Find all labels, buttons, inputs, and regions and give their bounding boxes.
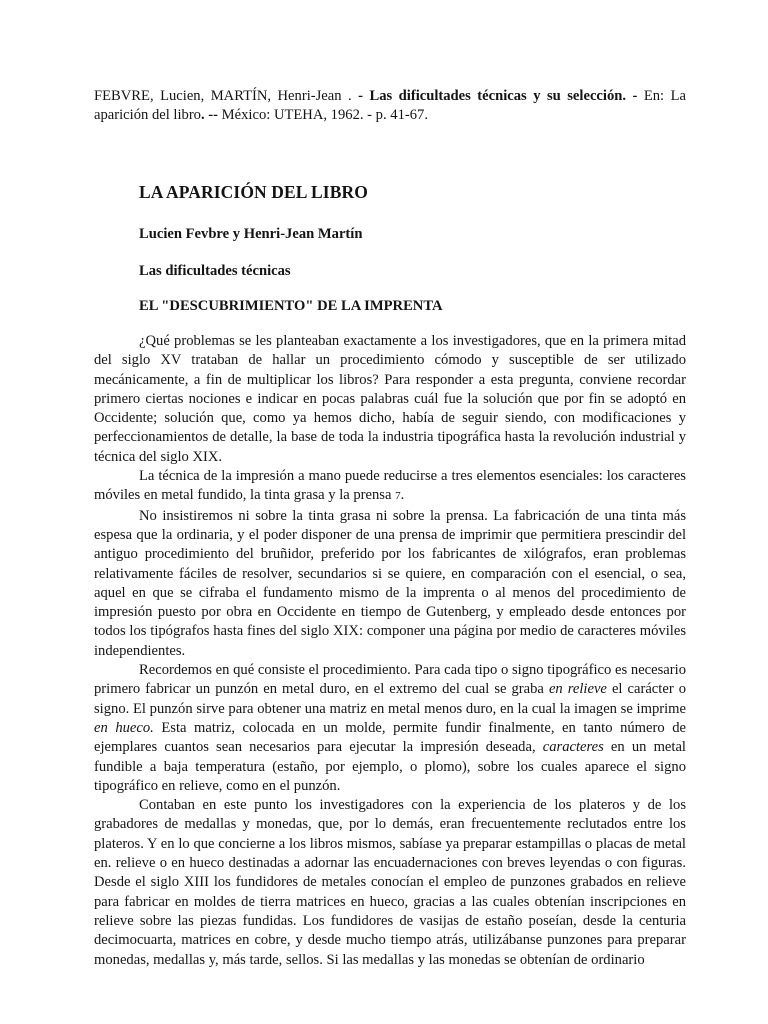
citation-separator: - bbox=[351, 88, 370, 104]
section-heading: Las dificultades técnicas bbox=[139, 263, 291, 279]
paragraph: No insistiremos ni sobre la tinta grasa ni sobre la prensa. La fabricación de una tinta más espesa que la ordinaria, y el poder disponer de una prensa de imprimir que permitiera prescindir del antiguo procedimiento del bruñidor, preferido por los fabricantes de xilógrafos, eran problemas relativamente fáciles de resolver, secundarios si se quiere, en comparación con el esencial, o sea, aquel en que se cifraba el fundamento mismo de la imprenta o al menos del procedimiento de impresión puesto por obra en Occidente en tiempo de Gutenberg, y empleado desde entonces por todos los tipógrafos hasta fines del siglo XIX: componer una página por medio de caracteres móviles independientes. bbox=[94, 507, 686, 659]
paragraph-text: Esta matriz, colocada en un molde, permite fundir finalmente, en tanto número de ejemplares cuantos sean necesarios para ejecutar la impresión deseada, bbox=[94, 719, 686, 756]
emphasis-text: caracteres bbox=[542, 739, 604, 756]
paragraph-text: La técnica de la impresión a mano puede reducirse a tres elementos esenciales: los caracteres móviles en metal fundido, la tinta grasa y la prensa bbox=[94, 468, 686, 504]
citation-separator: . -- bbox=[200, 107, 222, 123]
paragraph-text: . bbox=[400, 487, 405, 504]
document-authors: Lucien Fevbre y Henri-Jean Martín bbox=[139, 226, 363, 242]
emphasis-text: en relieve bbox=[548, 681, 607, 698]
paragraph: Contaban en este punto los investigadores con la experiencia de los plateros y de los grabadores de medallas y monedas, que, por lo demás, eran frecuentemente reclutados entre los plateros. Y en lo que concierne a los libros mismos, sabíase ya preparar estampillas o placas de metal en. relieve o en hueco destinadas a adornar las encuadernaciones con breves leyendas o con figuras. Desde el siglo XIII los fundidores de metales conocían el empleo de punzones grabados en relieve para fabricar en moldes de tierra matrices en hueco, gracias a las cuales obtenían inscripciones en relieve sobre las piezas fundidas. Los fundidores de vasijas de estaño poseían, desde la centuria decimocuarta, matrices en cobre, y desde mucho tiempo atrás, utilizábanse punzones para preparar monedas, medallas y, más tarde, sellos. Si las medallas y las monedas se obtenían de ordinario bbox=[94, 797, 686, 968]
bibliographic-citation bbox=[94, 87, 686, 125]
citation-title: Las dificultades técnicas y su selección. bbox=[369, 88, 627, 104]
citation-authors: FEBVRE, Lucien, MARTÍN, Henri-Jean . bbox=[94, 88, 352, 104]
body-text bbox=[94, 332, 686, 970]
paragraph bbox=[94, 661, 686, 796]
paragraph bbox=[94, 467, 686, 507]
subsection-heading: EL "DESCUBRIMIENTO" DE LA IMPRENTA bbox=[139, 298, 443, 314]
paragraph-text: Recordemos en qué consiste el procedimiento. Para cada tipo o signo tipográfico es necesario primero fabricar un punzón en metal duro, en el extremo del cual se graba bbox=[94, 662, 686, 698]
emphasis-text: en hueco. bbox=[94, 719, 154, 736]
footnote-reference: 7 bbox=[395, 490, 401, 503]
paragraph: ¿Qué problemas se les planteaban exactamente a los investigadores, que en la primera mitad del siglo XV trataban de hallar un procedimiento cómodo y susceptible de ser utilizado mecánicamente, a fin de multiplicar los libros? Para responder a esta pregunta, conviene recordar primero ciertas nociones e indicar en pocas palabras cuál fue la solución que por fin se adoptó en Occidente; solución que, como ya hemos dicho, había de seguir siendo, con modificaciones y perfeccionamientos de detalle, la base de toda la industria tipográfica hasta la revolución industrial y técnica del siglo XIX. bbox=[94, 333, 686, 465]
citation-in-label: En: bbox=[643, 88, 665, 104]
citation-separator: - bbox=[626, 88, 644, 104]
document-title: LA APARICIÓN DEL LIBRO bbox=[139, 182, 368, 202]
paragraph-text: el carácter o signo. El punzón sirve para obtener una matriz en metal menos duro, en la cual la imagen se imprime bbox=[94, 681, 687, 717]
citation-book: La aparición del libro bbox=[94, 88, 686, 123]
citation-imprint: México: UTEHA, 1962. - p. 41-67. bbox=[221, 107, 428, 123]
paragraph-text: en un metal fundible a baja temperatura (estaño, por ejemplo, o plomo), sobre los cuales aparece el signo tipográfico en relieve, como en el punzón. bbox=[94, 739, 686, 794]
